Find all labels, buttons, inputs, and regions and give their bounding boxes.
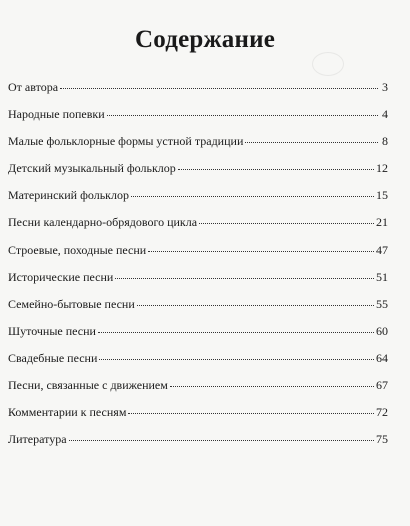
toc-entry-title: Малые фольклорные формы устной традиции (8, 134, 244, 149)
toc-entry-page-number: 60 (376, 323, 388, 338)
toc-entry (8, 270, 388, 297)
dot-leader (178, 169, 374, 170)
toc-entry (8, 243, 388, 270)
toc-entry-title: Строевые, походные песни (8, 242, 147, 257)
dot-leader (170, 386, 374, 387)
toc-entry (8, 107, 388, 134)
toc-entry (8, 324, 388, 351)
toc-entry-title: Свадебные песни (8, 350, 98, 365)
toc-entry-title: Литература (8, 432, 67, 447)
toc-entry-page-number: 64 (376, 350, 388, 365)
toc-entry (8, 432, 388, 459)
dot-leader (98, 332, 374, 333)
toc-entry (8, 378, 388, 405)
table-of-contents (8, 80, 388, 459)
dot-leader (60, 88, 378, 89)
toc-entry-title: Шуточные песни (8, 323, 96, 338)
toc-entry-page-number: 12 (376, 161, 388, 176)
dot-leader (245, 142, 378, 143)
toc-entry-page-number: 51 (376, 269, 388, 284)
toc-entry-page-number: 4 (382, 107, 388, 122)
toc-entry-title: Песни, связанные с движением (8, 378, 168, 393)
dot-leader (107, 115, 378, 116)
dot-leader (69, 440, 374, 441)
toc-entry (8, 80, 388, 107)
dot-leader (137, 305, 374, 306)
toc-entry (8, 351, 388, 378)
toc-entry-title: От автора (8, 80, 59, 94)
toc-entry-title: Народные попевки (8, 107, 105, 122)
toc-entry-title: Песни календарно-обрядового цикла (8, 215, 198, 230)
toc-entry (8, 215, 388, 242)
toc-entry (8, 405, 388, 432)
toc-entry (8, 297, 388, 324)
faint-stamp-mark (312, 52, 344, 76)
toc-entry-page-number: 3 (382, 80, 388, 94)
toc-entry-page-number: 8 (382, 134, 388, 149)
toc-entry-page-number: 21 (376, 215, 388, 230)
toc-entry-page-number: 75 (376, 432, 388, 447)
toc-entry-page-number: 15 (376, 188, 388, 203)
toc-entry-page-number: 55 (376, 296, 388, 311)
toc-entry-page-number: 67 (376, 378, 388, 393)
dot-leader (199, 223, 374, 224)
dot-leader (128, 413, 374, 414)
toc-entry-title: Исторические песни (8, 269, 114, 284)
toc-entry (8, 134, 388, 161)
dot-leader (131, 196, 374, 197)
dot-leader (99, 359, 374, 360)
toc-entry-page-number: 72 (376, 405, 388, 420)
dot-leader (148, 251, 374, 252)
dot-leader (115, 278, 374, 279)
toc-entry-title: Материнский фольклор (8, 188, 129, 203)
toc-entry (8, 188, 388, 215)
toc-entry-title: Комментарии к песням (8, 405, 127, 420)
toc-entry (8, 161, 388, 188)
toc-entry-page-number: 47 (376, 242, 388, 257)
toc-entry-title: Детский музыкальный фольклор (8, 161, 176, 176)
page-title: Содержание (134, 26, 275, 53)
toc-entry-title: Семейно-бытовые песни (8, 296, 135, 311)
